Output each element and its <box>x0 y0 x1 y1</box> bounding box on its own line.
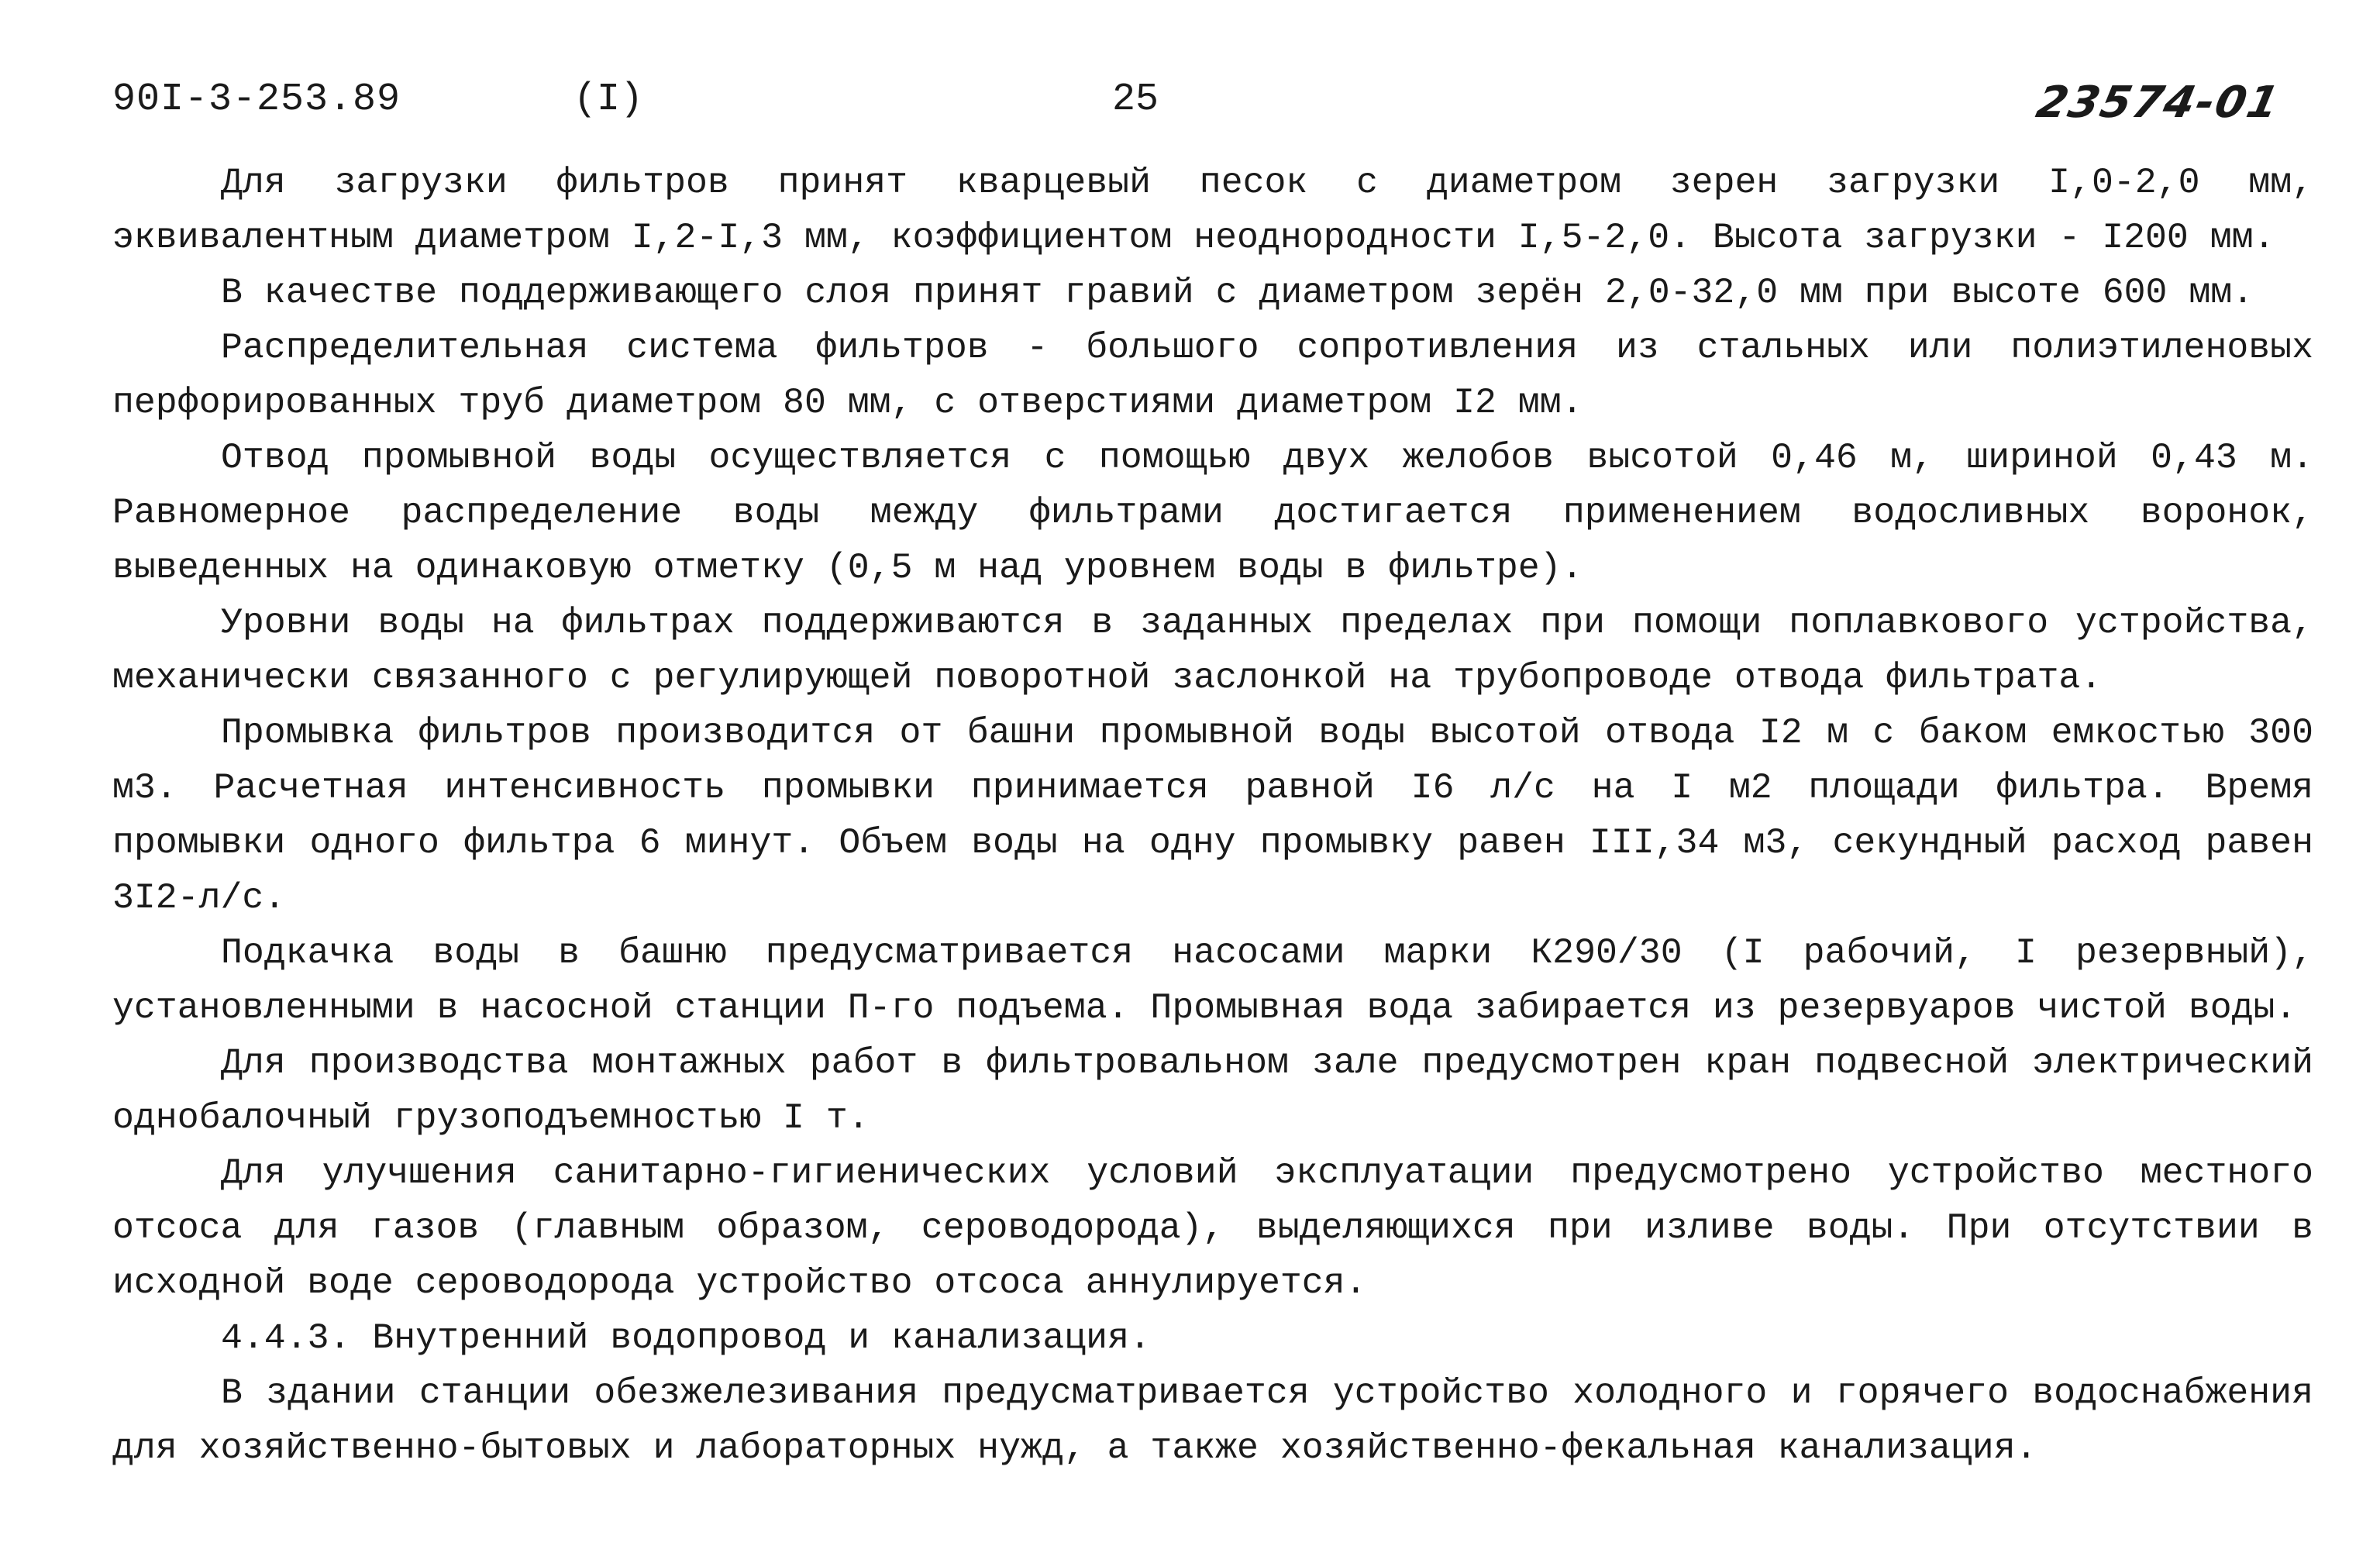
section-heading-4-4-3: 4.4.3. Внутренний водопровод и канализация. <box>221 1317 1151 1358</box>
paragraph-water-levels: Уровни воды на фильтрах поддерживаются в заданных пределах при помощи поплавкового устройства, механически связанного с регулирующей поворотной заслонкой на трубопроводе отвода фильтрата. <box>112 602 2313 698</box>
sheet-marker: (I) <box>573 77 644 122</box>
paragraph-filter-washing: Промывка фильтров производится от башни промывной воды высотой отвода I2 м с баком емкостью 300 м3. Расчетная интенсивность промывки принимается равной I6 л/с на I м2 площади фильтра. Время промывки одного фильтра 6 минут. Объем воды на одну промывку равен III,34 м3, секундный расход равен 3I2-л/с. <box>112 712 2313 918</box>
paragraph-filter-loading: Для загрузки фильтров принят кварцевый песок с диаметром зерен загрузки I,0-2,0 мм, эквивалентным диаметром I,2-I,3 мм, коэффициентом неоднородности I,5-2,0. Высота загрузки - I200 мм. <box>112 162 2313 258</box>
paragraph-wash-water-drain: Отвод промывной воды осуществляется с помощью двух желобов высотой 0,46 м, шириной 0,43 м. Равномерное распределение воды между фильтрами достигается применением водосливных воронок, выведенных на одинаковую отметку (0,5 м над уровнем воды в фильтре). <box>112 437 2313 588</box>
inventory-number: 23574-01 <box>2032 77 2285 128</box>
page-header <box>0 77 2380 139</box>
paragraph-ventilation: Для улучшения санитарно-гигиенических условий эксплуатации предусмотрено устройство местного отсоса для газов (главным образом, сероводорода), выделяющихся при изливе воды. При отсутствии в исходной воде сероводорода устройство отсоса аннулируется. <box>112 1152 2313 1303</box>
paragraph-supporting-layer: В качестве поддерживающего слоя принят гравий с диаметром зерён 2,0-32,0 мм при высоте 600 мм. <box>221 272 2254 313</box>
document-code: 90I-3-253.89 <box>112 77 401 122</box>
paragraph-pumping: Подкачка воды в башню предусматривается насосами марки К290/30 (I рабочий, I резервный), установленными в насосной станции П-го подъема. Промывная вода забирается из резервуаров чистой воды. <box>112 932 2313 1028</box>
document-body <box>112 155 2313 1475</box>
paragraph-water-supply: В здании станции обезжелезивания предусматривается устройство холодного и горячего водоснабжения для хозяйственно-бытовых и лабораторных нужд, а также хозяйственно-фекальная канализация. <box>112 1372 2313 1468</box>
paragraph-distribution-system: Распределительная система фильтров - большого сопротивления из стальных или полиэтиленовых перфорированных труб диаметром 80 мм, с отверстиями диаметром I2 мм. <box>112 327 2313 423</box>
paragraph-crane: Для производства монтажных работ в фильтровальном зале предусмотрен кран подвесной электрический однобалочный грузоподъемностью I т. <box>112 1042 2313 1138</box>
page-number: 25 <box>1112 77 1159 122</box>
